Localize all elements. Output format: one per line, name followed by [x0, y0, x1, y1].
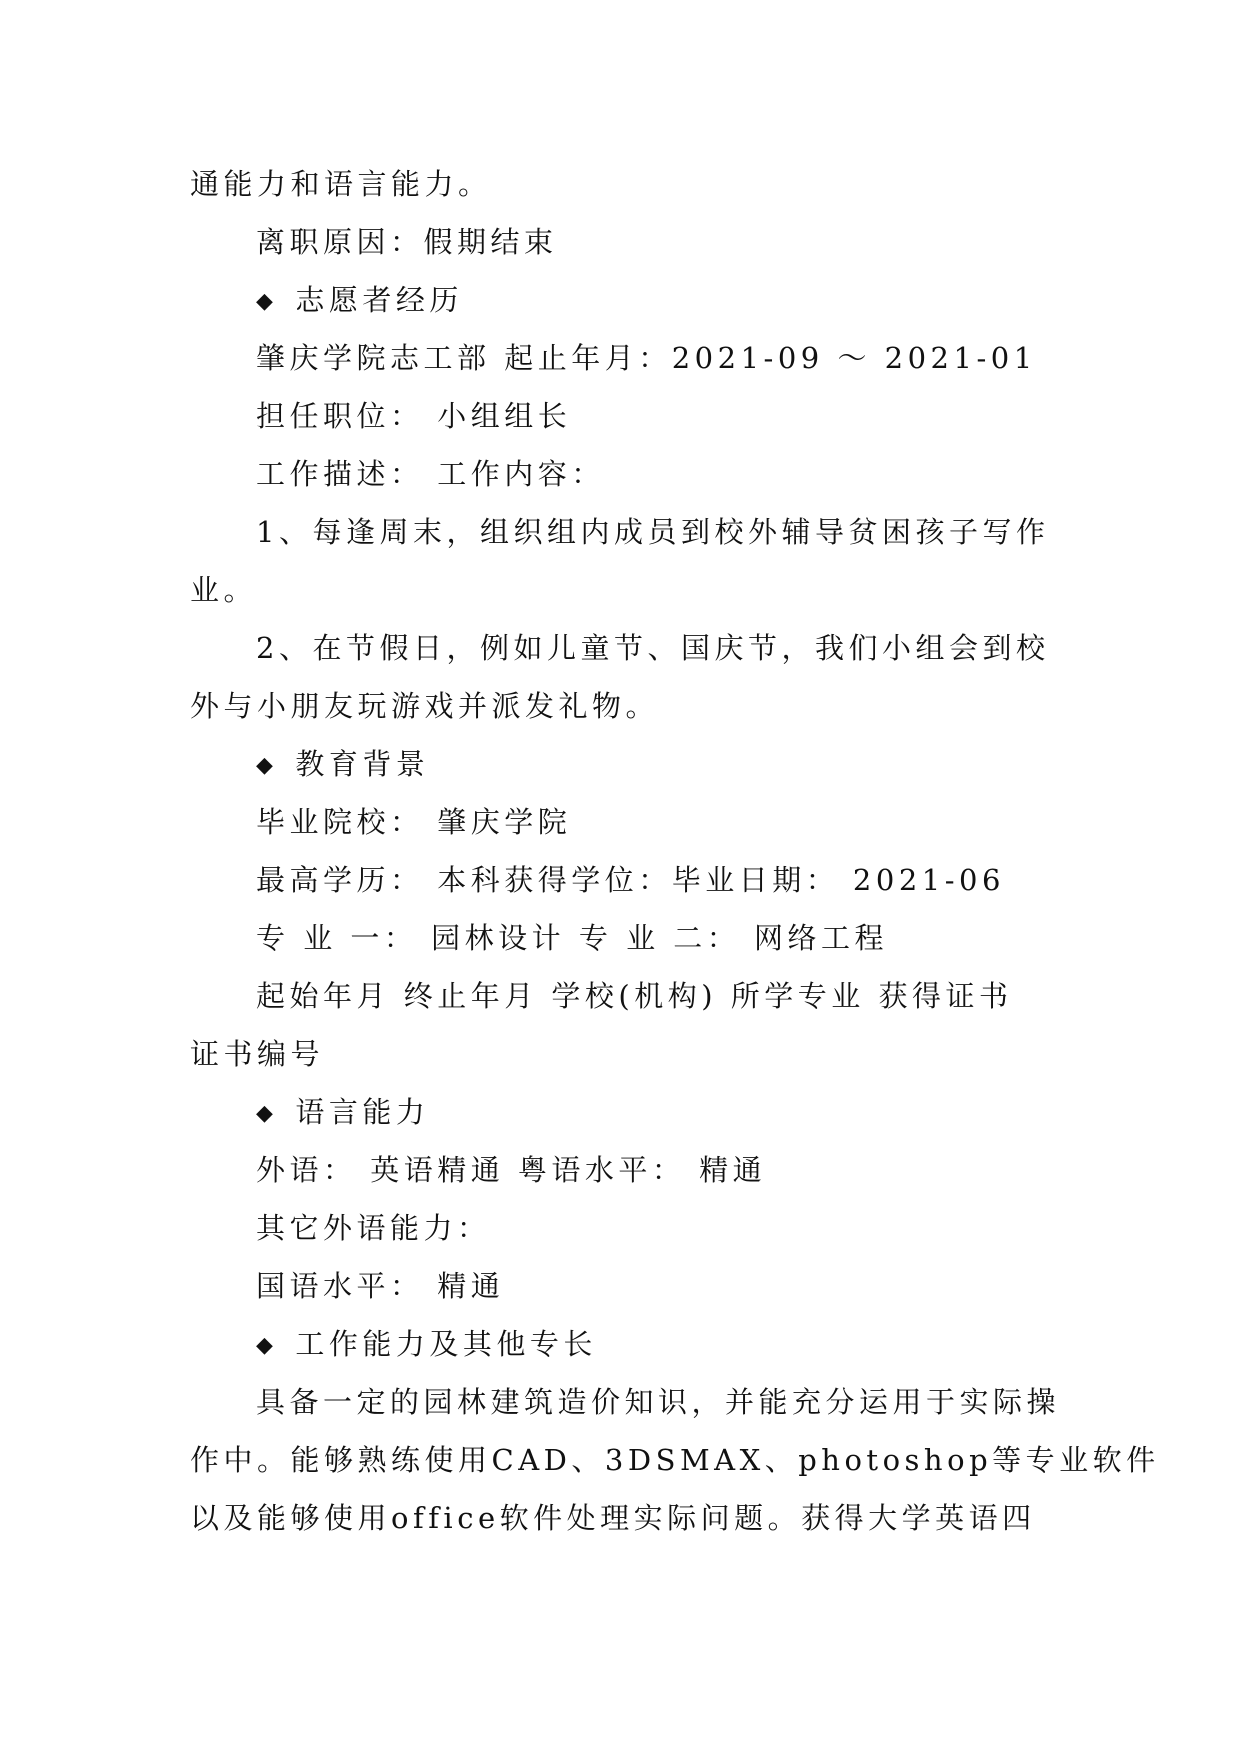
mandarin-level-line: 国语水平： 精通	[256, 1269, 505, 1303]
paragraph-line: 通能力和语言能力。	[190, 167, 492, 201]
skills-paragraph-line: 以及能够使用office软件处理实际问题。获得大学英语四	[190, 1501, 1036, 1535]
section-heading-text: 教育背景	[295, 747, 430, 781]
section-heading-volunteer	[256, 278, 1116, 322]
other-language-line: 其它外语能力：	[256, 1211, 491, 1245]
section-heading-text: 语言能力	[295, 1095, 430, 1129]
work-description-line: 工作描述： 工作内容：	[256, 457, 605, 491]
highest-degree-line: 最高学历： 本科获得学位：毕业日期： 2021-06	[256, 863, 1005, 897]
skills-paragraph-line: 具备一定的园林建筑造价知识，并能充分运用于实际操	[256, 1385, 1061, 1419]
majors-line: 专 业 一： 园林设计 专 业 二： 网络工程	[256, 921, 889, 955]
leave-reason-line: 离职原因：假期结束	[256, 225, 558, 259]
section-heading-text: 工作能力及其他专长	[295, 1327, 597, 1361]
volunteer-org-line: 肇庆学院志工部 起止年月：2021-09 ～ 2021-01	[256, 341, 1037, 375]
graduate-school-line: 毕业院校： 肇庆学院	[256, 805, 572, 839]
section-heading-education	[256, 742, 1116, 786]
work-item-2-line: 2、在节假日，例如儿童节、国庆节，我们小组会到校	[256, 631, 1050, 665]
diamond-bullet-icon: ◆	[256, 1333, 278, 1358]
education-table-header-line: 起始年月 终止年月 学校(机构) 所学专业 获得证书	[256, 979, 1013, 1013]
foreign-language-line: 外语： 英语精通 粤语水平： 精通	[256, 1153, 767, 1187]
section-heading-language	[256, 1090, 1116, 1134]
work-item-1-line: 1、每逢周末，组织组内成员到校外辅导贫困孩子写作	[256, 515, 1050, 549]
diamond-bullet-icon: ◆	[256, 753, 278, 778]
diamond-bullet-icon: ◆	[256, 1101, 278, 1126]
position-line: 担任职位： 小组组长	[256, 399, 572, 433]
section-heading-text: 志愿者经历	[295, 283, 463, 317]
section-heading-skills	[256, 1322, 1116, 1366]
diamond-bullet-icon: ◆	[256, 289, 278, 314]
work-item-1-continuation: 业。	[190, 573, 258, 607]
work-item-2-continuation: 外与小朋友玩游戏并派发礼物。	[190, 689, 660, 723]
skills-paragraph-line: 作中。能够熟练使用CAD、3DSMAX、photoshop等专业软件	[190, 1443, 1160, 1477]
education-table-header-continuation: 证书编号	[190, 1037, 325, 1071]
